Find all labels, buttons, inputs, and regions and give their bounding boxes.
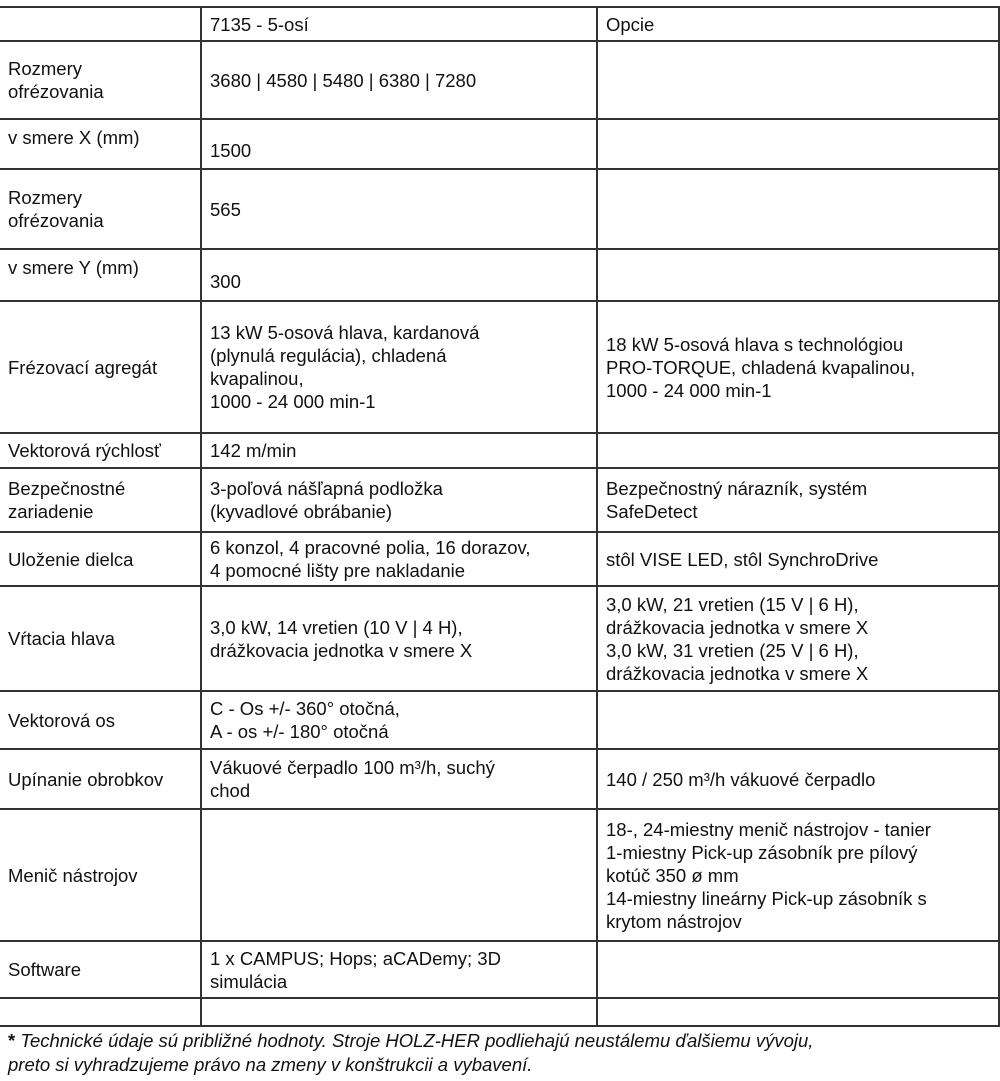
row-label: v smere Y (mm): [0, 249, 201, 301]
header-cell-model: 7135 - 5-osí: [201, 7, 597, 41]
row-options-value: [597, 998, 999, 1026]
spec-table: [0, 6, 1000, 1027]
row-label: Upínanie obrobkov: [0, 749, 201, 809]
table-header-row: [0, 7, 999, 41]
row-model-value: 1 x CAMPUS; Hops; aCADemy; 3D simulácia: [201, 941, 597, 998]
row-label: v smere X (mm): [0, 119, 201, 169]
row-options-value: [597, 119, 999, 169]
table-row: [0, 532, 999, 586]
table-row: [0, 41, 999, 119]
footnote-text: Technické údaje sú približné hodnoty. Stroje HOLZ-HER podliehajú neustálemu ďalšiemu vývoju, preto si vyhradzujeme právo na zmeny v konštrukcii a vybavení.: [8, 1030, 814, 1075]
header-cell-empty: [0, 7, 201, 41]
row-model-value: [201, 998, 597, 1026]
row-model-value: 3-poľová nášľapná podložka (kyvadlové obrábanie): [201, 468, 597, 532]
table-row: [0, 119, 999, 169]
row-label: [0, 998, 201, 1026]
row-options-value: [597, 691, 999, 749]
row-options-value: [597, 169, 999, 249]
row-label: Vektorová rýchlosť: [0, 433, 201, 468]
row-model-value: 300: [201, 249, 597, 301]
row-model-value: Vákuové čerpadlo 100 m³/h, suchý chod: [201, 749, 597, 809]
row-model-value: 1500: [201, 119, 597, 169]
header-cell-options: Opcie: [597, 7, 999, 41]
row-model-value: 13 kW 5-osová hlava, kardanová (plynulá regulácia), chladená kvapalinou, 1000 - 24 000 min-1: [201, 301, 597, 433]
row-options-value: Bezpečnostný nárazník, systém SafeDetect: [597, 468, 999, 532]
row-label: Software: [0, 941, 201, 998]
row-options-value: 140 / 250 m³/h vákuové čerpadlo: [597, 749, 999, 809]
row-label: Uloženie dielca: [0, 532, 201, 586]
row-options-value: [597, 249, 999, 301]
table-row: [0, 941, 999, 998]
row-label: Frézovací agregát: [0, 301, 201, 433]
footnote-marker: *: [8, 1030, 16, 1051]
table-row-empty: [0, 998, 999, 1026]
row-label: Menič nástrojov: [0, 809, 201, 941]
table-row: [0, 249, 999, 301]
row-label: Vŕtacia hlava: [0, 586, 201, 691]
row-options-value: [597, 433, 999, 468]
row-model-value: 142 m/min: [201, 433, 597, 468]
table-row: [0, 691, 999, 749]
table-row: [0, 809, 999, 941]
table-row: [0, 468, 999, 532]
row-options-value: stôl VISE LED, stôl SynchroDrive: [597, 532, 999, 586]
table-row: [0, 169, 999, 249]
row-model-value: 6 konzol, 4 pracovné polia, 16 dorazov, 4 pomocné lišty pre nakladanie: [201, 532, 597, 586]
row-label: Vektorová os: [0, 691, 201, 749]
row-model-value: C - Os +/- 360° otočná, A - os +/- 180° otočná: [201, 691, 597, 749]
row-model-value: 565: [201, 169, 597, 249]
row-options-value: [597, 41, 999, 119]
table-row: [0, 586, 999, 691]
row-options-value: 18-, 24-miestny menič nástrojov - tanier 1-miestny Pick-up zásobník pre pílový kotúč 350 ø mm 14-miestny lineárny Pick-up zásobník s krytom nástrojov: [597, 809, 999, 941]
row-model-value: 3,0 kW, 14 vretien (10 V | 4 H), drážkovacia jednotka v smere X: [201, 586, 597, 691]
table-row: [0, 433, 999, 468]
footnote: [8, 1029, 998, 1077]
row-options-value: [597, 941, 999, 998]
row-model-value: [201, 809, 597, 941]
table-row: [0, 301, 999, 433]
row-model-value: 3680 | 4580 | 5480 | 6380 | 7280: [201, 41, 597, 119]
row-options-value: 18 kW 5-osová hlava s technológiou PRO-TORQUE, chladená kvapalinou, 1000 - 24 000 min-1: [597, 301, 999, 433]
row-label: Rozmery ofrézovania: [0, 169, 201, 249]
table-row: [0, 749, 999, 809]
row-label: Bezpečnostné zariadenie: [0, 468, 201, 532]
row-options-value: 3,0 kW, 21 vretien (15 V | 6 H), drážkovacia jednotka v smere X 3,0 kW, 31 vretien (25 V | 6 H), drážkovacia jednotka v smere X: [597, 586, 999, 691]
row-label: Rozmery ofrézovania: [0, 41, 201, 119]
